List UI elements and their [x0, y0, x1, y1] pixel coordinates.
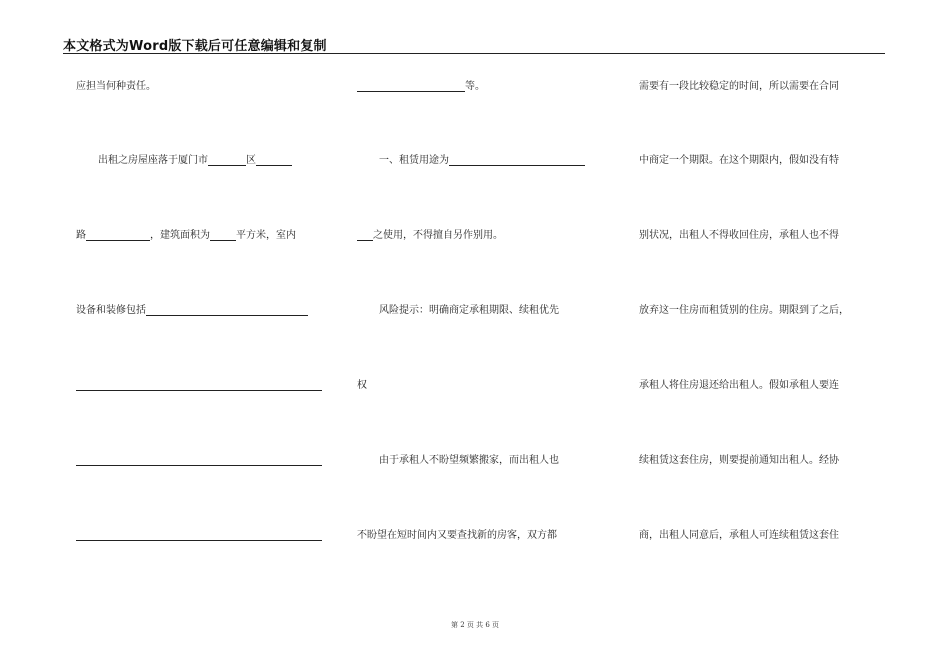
fill-blank	[256, 164, 292, 166]
text-line: 不盼望在短时间内又要查找新的房客，双方都	[357, 530, 557, 541]
text-line: 路 ，建筑面积为 平方米，室内	[76, 230, 296, 241]
fill-blank	[357, 239, 373, 241]
text-line: 中商定一个期限。在这个期限内，假如没有特	[639, 155, 839, 166]
fill-blank	[210, 239, 236, 241]
text-line: 由于承租人不盼望频繁搬家，而出租人也	[379, 455, 559, 466]
text-line: 权	[357, 380, 367, 391]
fill-blank	[357, 90, 465, 92]
text-line	[76, 528, 322, 544]
text-line: 一、租赁用途为	[357, 153, 585, 169]
fill-blank	[76, 464, 322, 466]
fill-blank	[86, 239, 150, 241]
fill-blank	[208, 164, 246, 166]
fill-blank	[76, 539, 322, 541]
text-line: 别状况，出租人不得收回住房，承租人也不得	[639, 230, 839, 241]
text-line: 需要有一段比较稳定的时间，所以需要在合同	[639, 81, 839, 92]
fill-blank	[76, 389, 322, 391]
header-title: 本文格式为Word版下载后可任意编辑和复制	[63, 39, 327, 54]
text-line	[76, 378, 322, 394]
text-line: 等。	[357, 79, 485, 95]
text-line: 承租人将住房退还给出租人。假如承租人要连	[639, 380, 839, 391]
page-header	[63, 34, 885, 54]
text-line: 出租之房屋座落于厦门市 区	[76, 153, 292, 169]
text-line: 放弃这一住房而租赁别的住房。期限到了之后，	[639, 305, 849, 316]
fill-blank	[146, 314, 308, 316]
text-line: 风险提示：明确商定承租期限、续租优先	[379, 305, 559, 316]
text-line: 商，出租人同意后，承租人可连续租赁这套住	[639, 530, 839, 541]
text-line: 之使用，不得擅自另作别用。	[357, 228, 503, 244]
text-line: 设备和装修包括	[76, 303, 308, 319]
text-line: 续租赁这套住房，则要提前通知出租人。经协	[639, 455, 839, 466]
fill-blank	[449, 164, 585, 166]
text-line	[76, 453, 322, 469]
page-number: 第 2 页 共 6 页	[450, 621, 500, 629]
text-line: 应担当何种责任。	[76, 81, 156, 92]
